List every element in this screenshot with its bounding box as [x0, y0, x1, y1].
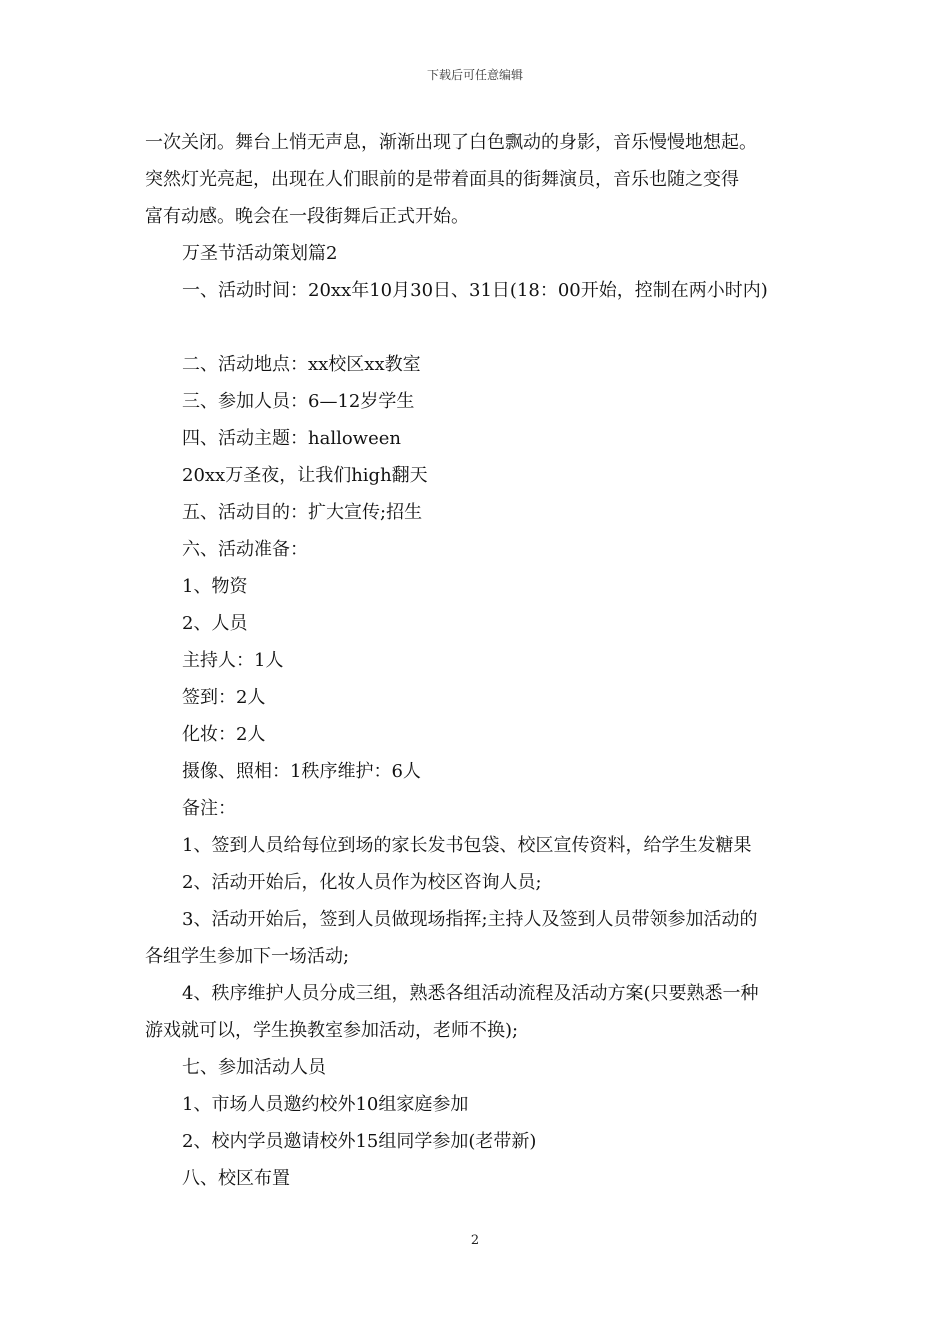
- page-header: 下载后可任意编辑: [426, 68, 523, 82]
- list-item: 2、校内学员邀请校外15组同学参加(老带新): [182, 1131, 537, 1152]
- section-title: 万圣节活动策划篇2: [182, 243, 338, 264]
- list-item: 3、活动开始后，签到人员做现场指挥;主持人及签到人员带领参加活动的: [182, 909, 758, 930]
- paragraph: 备注：: [182, 798, 236, 819]
- list-item: 1、物资: [182, 576, 248, 597]
- list-item: 1、市场人员邀约校外10组家庭参加: [182, 1094, 469, 1115]
- paragraph: 五、活动目的：扩大宣传;招生: [182, 502, 423, 523]
- page-number: 2: [470, 1233, 480, 1248]
- list-item: 摄像、照相：1秩序维护：6人: [182, 761, 421, 782]
- paragraph: 八、校区布置: [182, 1168, 290, 1189]
- paragraph: 一次关闭。舞台上悄无声息，渐渐出现了白色飘动的身影，音乐慢慢地想起。: [145, 132, 757, 153]
- paragraph: 二、活动地点：xx校区xx教室: [182, 354, 421, 375]
- paragraph: 20xx万圣夜，让我们high翻天: [182, 465, 428, 486]
- document-body: [145, 124, 807, 1197]
- list-item: 2、人员: [182, 613, 248, 634]
- paragraph: 三、参加人员：6—12岁学生: [182, 391, 415, 412]
- paragraph: 富有动感。晚会在一段街舞后正式开始。: [145, 206, 469, 227]
- paragraph: 七、参加活动人员: [182, 1057, 326, 1078]
- list-item: 4、秩序维护人员分成三组，熟悉各组活动流程及活动方案(只要熟悉一种: [182, 983, 759, 1004]
- paragraph: 六、活动准备：: [182, 539, 308, 560]
- paragraph: 四、活动主题：halloween: [182, 428, 401, 449]
- list-item-continuation: 各组学生参加下一场活动;: [145, 946, 350, 967]
- paragraph: 一、活动时间：20xx年10月30日、31日(18：00开始，控制在两小时内): [182, 280, 768, 301]
- list-item: 主持人：1人: [182, 650, 284, 671]
- blank-line: [145, 309, 807, 346]
- list-item: 化妆：2人: [182, 724, 266, 745]
- paragraph: 突然灯光亮起，出现在人们眼前的是带着面具的街舞演员，音乐也随之变得: [145, 169, 739, 190]
- list-item: 签到：2人: [182, 687, 266, 708]
- list-item-continuation: 游戏就可以，学生换教室参加活动，老师不换);: [145, 1020, 519, 1041]
- list-item: 2、活动开始后，化妆人员作为校区咨询人员;: [182, 872, 542, 893]
- list-item: 1、签到人员给每位到场的家长发书包袋、校区宣传资料，给学生发糖果: [182, 835, 752, 856]
